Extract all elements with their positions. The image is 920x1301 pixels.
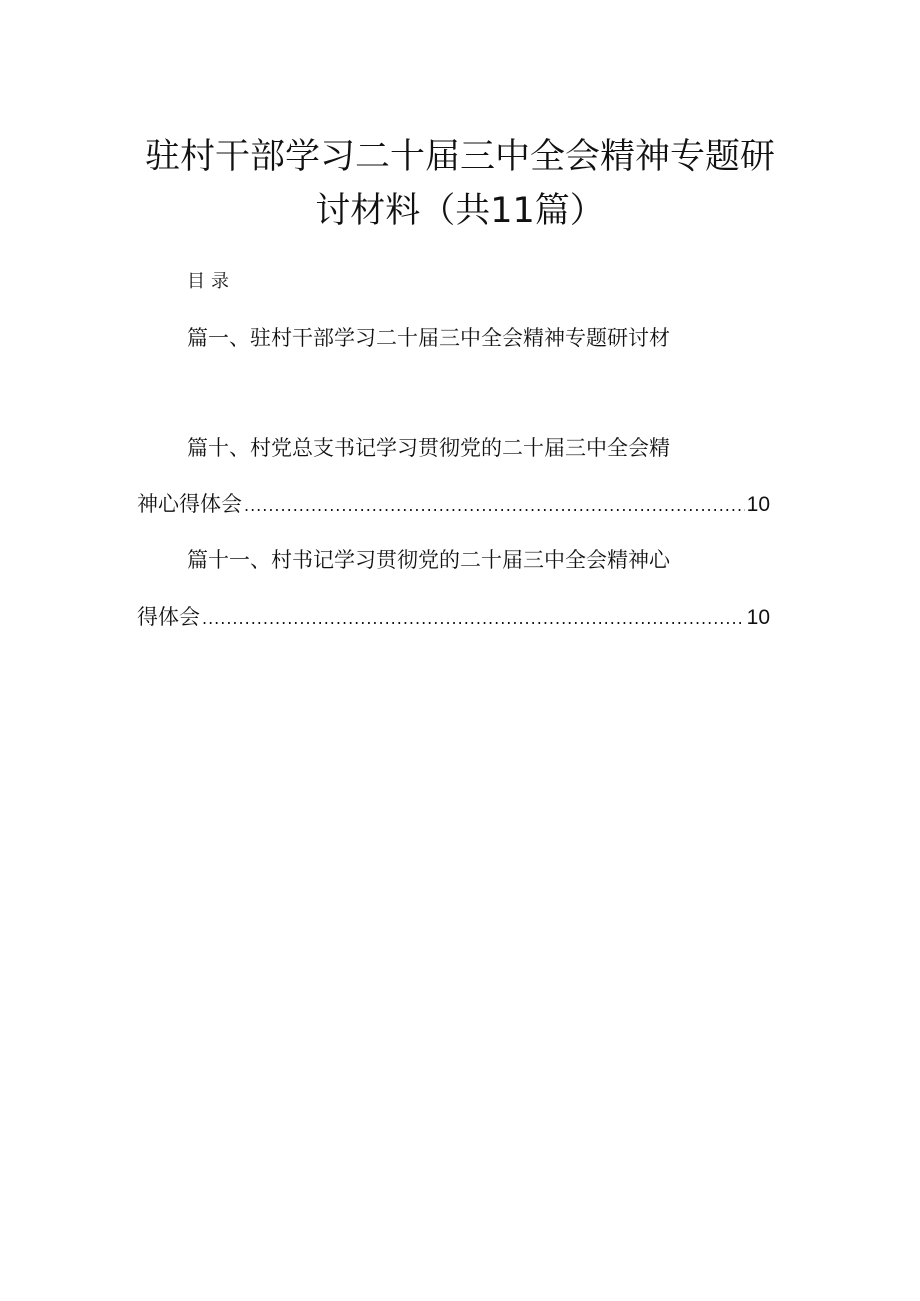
toc-entry-10-text-line-2: 神心得体会	[137, 492, 242, 516]
toc-entry-10-dot-leader	[244, 492, 745, 520]
toc-entry-11-text-line-2: 得体会	[137, 605, 200, 629]
toc-entry-10[interactable]	[187, 434, 670, 462]
toc-heading: 目录	[187, 271, 235, 292]
toc-entry-11-text-line-1: 篇十一、村书记学习贯彻党的二十届三中全会精神心	[187, 548, 670, 572]
document-title-line-2: 讨材料（共11篇）	[315, 191, 605, 231]
toc-entry-11-dot-leader	[202, 605, 745, 633]
document-title-line-1: 驻村干部学习二十届三中全会精神专题研	[144, 137, 775, 177]
toc-entry-11[interactable]	[187, 546, 670, 574]
toc-entry-10-continuation[interactable]	[137, 490, 770, 520]
toc-entry-1[interactable]	[187, 324, 670, 352]
toc-entry-10-page-number: 10	[746, 493, 770, 516]
toc-entry-10-text-line-1: 篇十、村党总支书记学习贯彻党的二十届三中全会精	[187, 436, 670, 460]
toc-entry-11-page-number: 10	[746, 606, 770, 629]
toc-entry-1-text: 篇一、驻村干部学习二十届三中全会精神专题研讨材	[187, 326, 670, 350]
toc-entry-11-continuation[interactable]	[137, 603, 770, 633]
